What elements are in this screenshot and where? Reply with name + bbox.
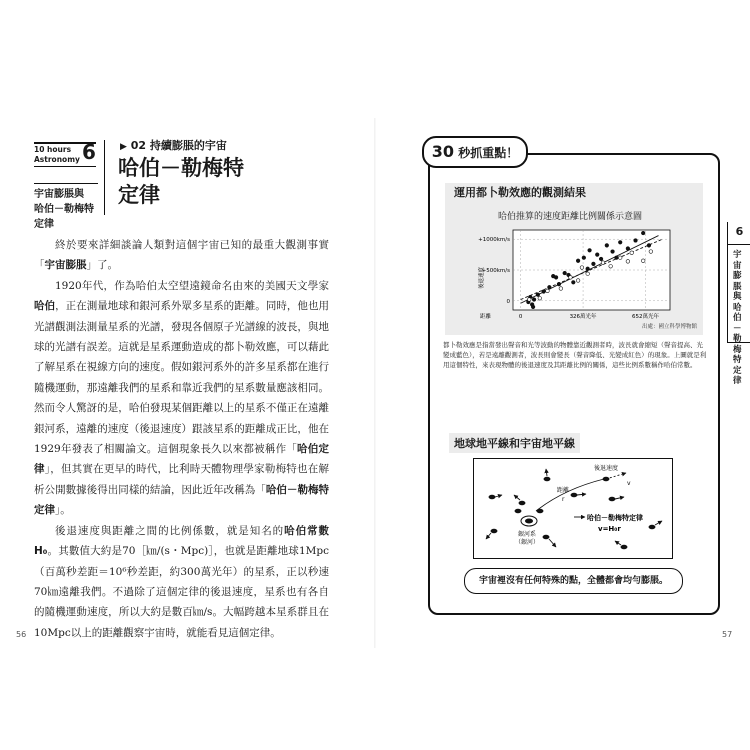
side-heading-line3: 定律: [34, 219, 54, 230]
header-divider: [104, 140, 105, 215]
page-title: [118, 155, 328, 209]
section-label: [120, 137, 227, 153]
expansion-diagram: [473, 458, 673, 559]
expansion-diagram-svg: [474, 459, 672, 558]
data-point-filled: [542, 290, 546, 294]
body-keyword: 哈伯定律: [34, 443, 329, 476]
data-point-open: [649, 250, 653, 254]
body-text-run: 後退速度與距離之間的比例係數，就是知名的: [55, 524, 285, 537]
section-marker-icon: ▶: [120, 142, 127, 152]
x-tick-label: 0: [518, 314, 523, 320]
data-point-filled: [531, 305, 535, 309]
section-title: 持續膨脹的宇宙: [149, 139, 227, 152]
data-point-filled: [586, 267, 590, 271]
description-text: 都卜勒效應是指當發出聲音和光等波動的物體靠近觀測者時，波長就會縮短（聲音提高、光變成藍色），若是遠離觀測者，波長則會變長（聲音降低、光變成紅色）的現象。上圖就是利用這個特性，來表現物體的後退速度及其距離比例的關係，這些比例系數稱作哈伯常數。: [443, 341, 707, 370]
summary-badge-number: 30: [431, 142, 455, 161]
x-tick-label: 652萬光年: [631, 314, 659, 320]
side-heading-line2: 哈伯－勒梅特: [34, 204, 94, 215]
data-point-filled: [599, 257, 603, 261]
data-point-filled: [563, 271, 567, 275]
conclusion-box: 宇宙裡沒有任何特殊的點，全體都會均勻膨脹。: [464, 568, 683, 594]
data-point-filled: [611, 250, 615, 254]
data-point-open: [538, 297, 542, 301]
data-point-open: [609, 265, 613, 269]
data-point-filled: [554, 276, 558, 280]
body-paragraph: [34, 235, 329, 276]
data-point-open: [559, 287, 563, 291]
summary-badge-text: 秒抓重點！: [458, 146, 519, 160]
data-point-open: [630, 251, 634, 255]
y-tick-label: +500km/s: [481, 268, 510, 274]
data-point-open: [641, 259, 645, 263]
milky-way-galaxy-icon: [521, 516, 537, 526]
data-point-filled: [634, 239, 638, 243]
y-tick-label: +1000km/s: [478, 237, 510, 244]
law-name-label: 哈伯－勒梅特定律: [587, 514, 643, 522]
data-point-filled: [605, 244, 609, 248]
chart-title: 哈伯推算的速度距離比例關係示意圖: [498, 212, 643, 222]
data-point-open: [576, 279, 580, 283]
page-title-line2: 定律: [118, 183, 160, 207]
data-point-open: [601, 261, 605, 265]
series-label-line1: 10 hours: [34, 145, 72, 154]
galaxy-sublabel: （銀河）: [514, 539, 540, 546]
data-point-filled: [618, 241, 622, 245]
data-point-filled: [595, 253, 599, 257]
chart-credit: 出處：國立科學博物館: [642, 324, 698, 330]
body-text-run: 」，但其實在更早的時代，比利時天體物理學家勒梅特也在解析公開數據後得出同樣的結論，因此近年改稱為「: [34, 463, 330, 496]
data-point-open: [586, 272, 590, 276]
body-text: [34, 235, 329, 643]
distance-label: 距離: [557, 487, 570, 494]
x-axis-label: 距離: [479, 314, 491, 320]
data-point-filled: [572, 281, 576, 285]
body-text-run: 。其數值大約是70［㎞/(s・Mpc)］，也就是距離地球1Mpc（百萬秒差距＝10⁶秒差距，約300萬光年）的星系，正以秒速70㎞遠離我們。不過除了這個定律的後退速度，星系也有各自的隨機運動速度，所以大約是數百㎞/s。大幅跨越本星系群且在10Mpc以上的距離觀察宇宙時，就能看見這個定律。: [34, 545, 329, 639]
body-keyword: 哈伯常數H₀: [34, 524, 330, 558]
hubble-scatter-chart: [445, 222, 703, 322]
series-label-line2: Astronomy: [34, 155, 80, 164]
section-number: 02: [130, 139, 147, 152]
data-point-open: [569, 276, 573, 280]
data-point-filled: [536, 293, 540, 297]
body-paragraph: [34, 276, 329, 521]
data-point-filled: [582, 256, 586, 260]
data-point-filled: [647, 244, 651, 248]
data-point-open: [580, 266, 584, 270]
data-point-filled: [588, 249, 592, 253]
body-keyword: 哈伯: [34, 300, 56, 313]
summary-badge: [422, 136, 528, 168]
data-point-filled: [576, 259, 580, 263]
body-keyword: 哈伯－勒梅特定律: [34, 483, 330, 517]
page-number-right: 57: [722, 630, 733, 639]
law-formula-label: v=H₀r: [598, 525, 621, 533]
x-tick-label: 326萬光年: [569, 314, 597, 320]
data-point-open: [546, 289, 550, 293]
body-text-run: 1920年代，作為哈伯太空望遠鏡命名由來的美國天文學家: [55, 279, 329, 292]
tab-text: 宇宙膨脹與哈伯－勒梅特定律: [733, 250, 742, 386]
section1-heading: 運用都卜勒效應的觀測結果: [451, 183, 589, 202]
body-paragraph: [34, 521, 329, 643]
data-point-open: [527, 298, 531, 302]
chapter-tab: [727, 222, 750, 386]
r-label: r: [562, 496, 565, 503]
side-heading-line1: 宇宙膨脹與: [34, 189, 84, 200]
data-point-filled: [626, 247, 630, 251]
galaxy-arrows: [486, 469, 662, 549]
v-label: v: [627, 480, 631, 487]
y-axis-label: 後退速度: [479, 266, 485, 290]
body-text-run: 」了。: [86, 259, 118, 272]
data-point-filled: [592, 262, 596, 266]
page-title-line1: 哈伯－勒梅特: [118, 156, 244, 180]
body-text-run: 終於要來詳細談論人類對這個宇宙已知的最重大觀測事實「: [34, 239, 329, 272]
side-heading: [34, 183, 98, 232]
data-point-filled: [615, 256, 619, 260]
data-point-filled: [557, 282, 561, 286]
page-number-left: 56: [16, 630, 27, 639]
tab-divider: [728, 244, 750, 245]
body-text-run: 」。: [55, 504, 71, 517]
recession-label: 後退速度: [594, 465, 619, 472]
body-text-run: ，正在測量地球和銀河系外眾多星系的距離。同時，他也用光譜觀測法測量星系的光譜，發現各個原子光譜線的波長，與地球的光譜有誤差。這就是星系運動造成的都卜勒效應，可以藉此了解星系在視線方向的速度。假如銀河系外的許多星系都在進行隨機運動，那遠離我們的星系和靠近我們的星系數量應該相同。然而令人驚訝的是，哈伯發現某個距離以上的星系不僅正在遠離銀河系，遠離的速度（後退速度）跟該星系的距離成正比，他在1929年發表了相關論文。這個現象長久以來都被稱作「: [34, 300, 330, 456]
section2-heading: 地球地平線和宇宙地平線: [449, 433, 580, 453]
distance-arc: [536, 479, 604, 511]
tab-number: 6: [735, 225, 744, 238]
data-point-filled: [641, 231, 645, 235]
y-tick-label: 0: [506, 298, 510, 305]
data-point-filled: [548, 285, 552, 289]
data-point-open: [618, 256, 622, 260]
chapter-number: 6: [82, 140, 96, 164]
galaxy-label: 銀河系: [517, 531, 537, 538]
data-point-filled: [532, 298, 536, 302]
body-keyword: 宇宙膨脹: [44, 259, 87, 272]
data-point-open: [626, 260, 630, 264]
